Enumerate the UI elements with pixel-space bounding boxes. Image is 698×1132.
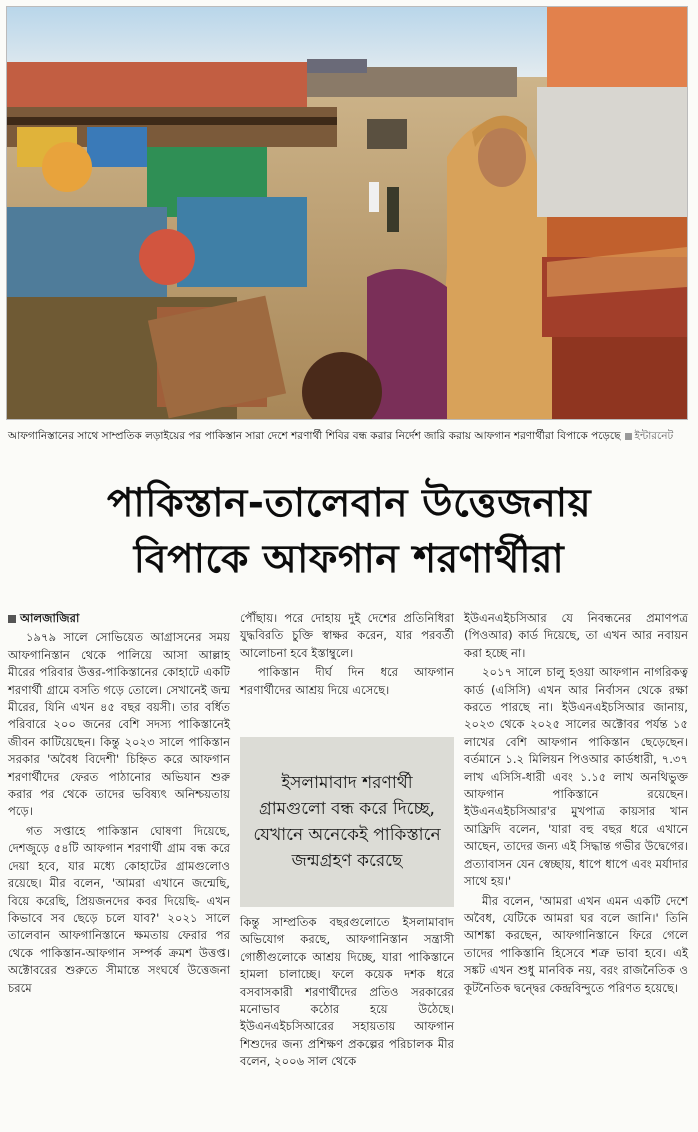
headline-line-2: বিপাকে আফগান শরণার্থীরা [133,537,565,582]
news-photo [6,6,688,420]
byline [8,610,230,627]
article-column-2 [240,610,454,699]
headline-line-1: পাকিস্তান-তালেবান উত্তেজনায় [106,481,592,526]
paragraph: কিন্তু সাম্প্রতিক বছরগুলোতে ইসলামাবাদ অভিযোগ করছে, আফগানিস্তান সন্ত্রাসী গোষ্ঠীগুলোকে আশ্রয় দিচ্ছে, যারা পাকিস্তানে হামলা চালাচ্ছে। ফলে কয়েক দশক ধরে বসবাসকারী শরণার্থীদের প্রতিও সরকারের মনোভাব কঠোর হয়ে উঠেছে। ইউএনএইচসিআরের সহায়তায় আফগান শিশুদের জন্য প্রশিক্ষণ প্রকল্পের পরিচালক মীর বলেন, ২০০৬ সাল থেকে [240,915,454,1069]
paragraph: পাকিস্তান দীর্ঘ দিন ধরে আফগান শরণার্থীদের আশ্রয় দিয়ে এসেছে। [240,665,454,697]
headline [0,476,698,588]
caption-text: আফগানিস্তানের সাথে সাম্প্রতিক লড়াইয়ের পর পাকিস্তান সারা দেশে শরণার্থী শিবির বন্ধ করার নির্দেশ জারি করায় আফগান শরণার্থীরা বিপাকে পড়েছে [8,430,621,442]
pull-quote [240,737,454,907]
paragraph: পৌঁছায়। পরে দোহায় দুই দেশের প্রতিনিধিরা যুদ্ধবিরতি চুক্তি স্বাক্ষর করেন, যার পরবর্তী আলোচনা হবে ইস্তাম্বুলে। [240,611,454,660]
byline-text: আলজাজিরা [20,611,80,625]
refugee-trucks-photo [7,7,687,419]
article-column-2-continued [240,914,454,1071]
pull-quote-text: ইসলামাবাদ শরণার্থী গ্রামগুলো বন্ধ করে দিচ্ছে, যেখানে অনেকেই পাকিস্তানে জন্মগ্রহণ করেছে [253,773,441,871]
paragraph: ১৯৭৯ সালে সোভিয়েত আগ্রাসনের সময় আফগানিস্তান থেকে পালিয়ে আসা আল্লাহ মীরের পরিবার উত্তর-পাকিস্তানের কোহাটে একটি শরণার্থী গ্রামে বসতি গড়ে তোলে। সেখানেই জন্ম মীরের, যিনি এখন ৪৫ বছর বয়সী। তার বর্ধিত পরিবারে ২০০ জনের বেশি সদস্য পাকিস্তানেই জীবন কাটিয়েছেন। কিন্তু ২০২৩ সালে পাকিস্তান সরকার 'অবৈধ বিদেশী' চিহ্নিত করে আফগান শরণার্থীদের ফেরত পাঠানোর অভিযান শুরু করার পর থেকে তাদের ভবিষ্যৎ অনিশ্চয়তায় পড়ে। [8,630,230,819]
article-column-1 [8,610,230,997]
paragraph: ২০১৭ সালে চালু হওয়া আফগান নাগরিকত্ব কার্ড (এসিসি) এখন আর নির্বাসন থেকে রক্ষা করতে পারছে না। ইউএনএইচসিআর জানায়, ২০২৩ থেকে ২০২৫ সালের অক্টোবর পর্যন্ত ১৫ লাখের বেশি আফগান পাকিস্তান ছেড়েছেন। বর্তমানে ১.২ মিলিয়ন পিওআর কার্ডধারী, ৭.৩৭ লাখ এসিসি-ধারী এবং ১.১৫ লাখ অনথিভুক্ত আফগান পাকিস্তানে রয়েছেন। ইউএনএইচসিআর'র মুখপাত্র কায়সার খান আফ্রিদি বলেন, 'যারা বহু বছর ধরে এখানে আছেন, তাদের জন্য এই সিদ্ধান্ত গভীর উদ্বেগের। প্রত্যাবাসন যেন স্বেচ্ছায়, ধাপে ধাপে এবং মর্যাদার সাথে হয়।' [464,665,688,889]
credit-marker-icon [625,433,632,440]
caption-credit: ইন্টারনেট [634,430,674,442]
article-column-3 [464,610,688,997]
paragraph: ইউএনএইচসিআর যে নিবন্ধনের প্রমাণপত্র (পিওআর) কার্ড দিয়েছে, তা এখন আর নবায়ন করা হচ্ছে না। [464,611,688,660]
photo-caption [8,428,688,444]
paragraph: গত সপ্তাহে পাকিস্তান ঘোষণা দিয়েছে, দেশজুড়ে ৫৪টি আফগান শরণার্থী গ্রাম বন্ধ করে দেয়া হবে, যার মধ্যে কোহাটের গ্রামগুলোও রয়েছে। মীর বলেন, 'আমরা এখানে জন্মেছি, বিয়ে করেছি, প্রিয়জনদের কবর দিয়েছি- এখন কিভাবে সব ছেড়ে চলে যাব?' ২০২১ সালে তালেবান আফগানিস্তানে ক্ষমতায় ফেরার পর থেকে পাকিস্তান-আফগান সম্পর্ক ক্রমশ উত্তপ্ত। অক্টোবরের শুরুতে সীমান্তে সংঘর্ষে উত্তেজনা চরমে [8,823,230,995]
paragraph: মীর বলেন, 'আমরা এখন এমন একটি দেশে অবৈধ, যেটিকে আমরা ঘর বলে জানি।' তিনি আশঙ্কা করছেন, আফগানিস্তানে ফিরে গেলে তাদের পাকিস্তানি হিসেবে শত্রু ভাবা হবে। এই সঙ্কট এখন শুধু মানবিক নয়, বরং রাজনৈতিক ও কূটনৈতিক দ্বন্দ্বের কেন্দ্রবিন্দুতে পরিণত হয়েছে। [464,893,688,995]
byline-marker-icon [8,615,16,623]
